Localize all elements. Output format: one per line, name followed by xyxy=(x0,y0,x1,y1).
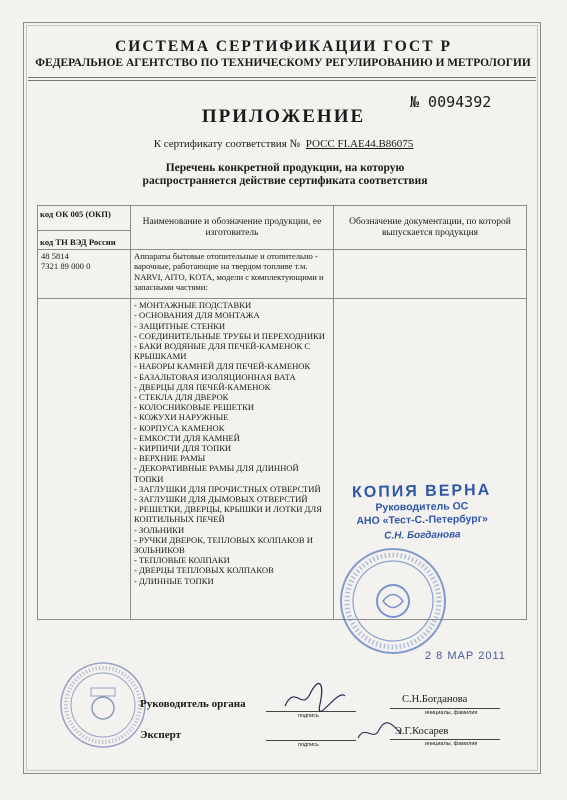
tnved-header: код ТН ВЭД России xyxy=(40,237,116,247)
list-item: - РУЧКИ ДВЕРОК, ТЕПЛОВЫХ КОЛПАКОВ И ЗОЛЬНИКОВ xyxy=(134,534,313,556)
tnved-code: 7321 89 000 0 xyxy=(41,261,91,272)
list-item: - ДВЕРЦЫ ТЕПЛОВЫХ КОЛПАКОВ xyxy=(134,565,274,576)
list-item: - БАЗАЛЬТОВАЯ ИЗОЛЯЦИОННАЯ ВАТА xyxy=(134,371,296,382)
head-name-line xyxy=(390,708,500,709)
expert-name-line xyxy=(390,739,500,740)
table-row xyxy=(38,250,527,299)
okp-code: 48 5814 xyxy=(41,251,69,262)
header-divider-2 xyxy=(28,80,536,81)
list-item: - ВЕРХНИЕ РАМЫ xyxy=(134,453,206,464)
list-item: - КОРПУСА КАМЕНОК xyxy=(134,422,225,433)
list-item: - СТЕКЛА ДЛЯ ДВЕРОК xyxy=(134,392,229,403)
page-title: ПРИЛОЖЕНИЕ xyxy=(201,106,366,127)
list-item: - ДЛИННЫЕ ТОПКИ xyxy=(134,575,214,586)
organ-seal-icon xyxy=(58,660,148,750)
expert-signature-label: Эксперт xyxy=(140,729,182,741)
list-item: - КОЛОСНИКОВЫЕ РЕШЕТКИ xyxy=(134,402,255,413)
header-divider xyxy=(28,77,536,78)
list-item: - ТЕПЛОВЫЕ КОЛПАКИ xyxy=(134,555,230,566)
list-item: - ЗОЛЬНИКИ xyxy=(134,524,185,535)
code-header-cell xyxy=(38,206,131,250)
parts-list-cell xyxy=(131,299,334,620)
stamp-copy-name: С.Н. Богданова xyxy=(384,529,461,542)
certificate-label: К сертификату соответствия № xyxy=(153,138,300,150)
form-number: № 0094392 xyxy=(410,93,492,111)
list-item: - КОЖУХИ НАРУЖНЫЕ xyxy=(134,412,229,423)
system-title: СИСТЕМА СЕРТИФИКАЦИИ ГОСТ Р xyxy=(115,38,452,55)
list-item: - НАБОРЫ КАМНЕЙ ДЛЯ ПЕЧЕЙ-КАМЕНОК xyxy=(134,361,311,372)
stamp-date: 2 8 МАР 2011 xyxy=(425,650,506,662)
expert-sign-caption: подпись xyxy=(298,742,319,748)
expert-name: Э.Г.Косарев xyxy=(395,726,449,737)
copy-certified-stamp xyxy=(336,482,509,543)
list-item: - ЗАЩИТНЫЕ СТЕНКИ xyxy=(134,320,226,331)
head-sign-caption: подпись xyxy=(298,713,319,719)
list-item: - ЕМКОСТИ ДЛЯ КАМНЕЙ xyxy=(134,432,240,443)
list-item: - СОЕДИНИТЕЛЬНЫЕ ТРУБЫ И ПЕРЕХОДНИКИ xyxy=(134,330,326,341)
doc-header: Обозначение документации, по которой выпускается продукция xyxy=(334,206,527,250)
expert-name-caption: инициалы, фамилия xyxy=(425,741,478,747)
products-table xyxy=(37,205,527,620)
head-name-caption: инициалы, фамилия xyxy=(425,710,478,716)
head-signature-label: Руководитель органа xyxy=(140,698,246,710)
list-item: - МОНТАЖНЫЕ ПОДСТАВКИ xyxy=(134,300,252,311)
list-item: - ДВЕРЦЫ ДЛЯ ПЕЧЕЙ-КАМЕНОК xyxy=(134,381,271,392)
table-header-row xyxy=(38,206,527,250)
name-header: Наименование и обозначение продукции, ее изготовитель xyxy=(131,206,334,250)
codes-cell-empty xyxy=(38,299,131,620)
head-name: С.Н.Богданова xyxy=(402,694,468,705)
round-seal-icon xyxy=(338,546,448,656)
certificate-number: РОСС FI.AE44.B86075 xyxy=(305,138,414,150)
list-item: - РЕШЕТКИ, ДВЕРЦЫ, КРЫШКИ И ЛОТКИ ДЛЯ КОПТИЛЬНЫХ ПЕЧЕЙ xyxy=(134,504,322,525)
stamp-copy-role: Руководитель ОС xyxy=(375,500,469,514)
certificate-reference xyxy=(0,138,567,150)
stamp-copy-title: КОПИЯ ВЕРНА xyxy=(351,481,492,502)
table-row xyxy=(38,299,527,620)
agency-title: ФЕДЕРАЛЬНОЕ АГЕНТСТВО ПО ТЕХНИЧЕСКОМУ РЕГУЛИРОВАНИЮ И МЕТРОЛОГИИ xyxy=(35,57,531,69)
list-item: - ЗАГЛУШКИ ДЛЯ ДЫМОВЫХ ОТВЕРСТИЙ xyxy=(134,494,308,505)
product-name-cell: Аппараты бытовые отопительные и отопительно - варочные, работающие на твердом топливе т.м. NARVI, AITO, KOTA, модели с комплектующими и запасными частями: xyxy=(131,250,334,299)
stamp-copy-org: АНО «Тест-С.-Петербург» xyxy=(356,512,488,528)
expert-signature-line xyxy=(266,740,356,741)
list-item: - ДЕКОРАТИВНЫЕ РАМЫ ДЛЯ ДЛИННОЙ ТОПКИ xyxy=(134,463,299,484)
okp-header: код ОК 005 (ОКП) xyxy=(38,206,130,231)
list-item: - ЗАГЛУШКИ ДЛЯ ПРОЧИСТНЫХ ОТВЕРСТИЙ xyxy=(134,483,321,494)
list-item: - БАКИ ВОДЯНЫЕ ДЛЯ ПЕЧЕЙ-КАМЕНОК С КРЫШКАМИ xyxy=(134,341,311,362)
list-item: - ОСНОВАНИЯ ДЛЯ МОНТАЖА xyxy=(134,310,260,321)
list-item: - КИРПИЧИ ДЛЯ ТОПКИ xyxy=(134,443,232,454)
codes-cell xyxy=(38,250,131,299)
list-title: Перечень конкретной продукции, на которую распространяется действие сертификата соответствия xyxy=(142,162,428,187)
doc-cell xyxy=(334,250,527,299)
head-signature-icon xyxy=(280,676,350,716)
